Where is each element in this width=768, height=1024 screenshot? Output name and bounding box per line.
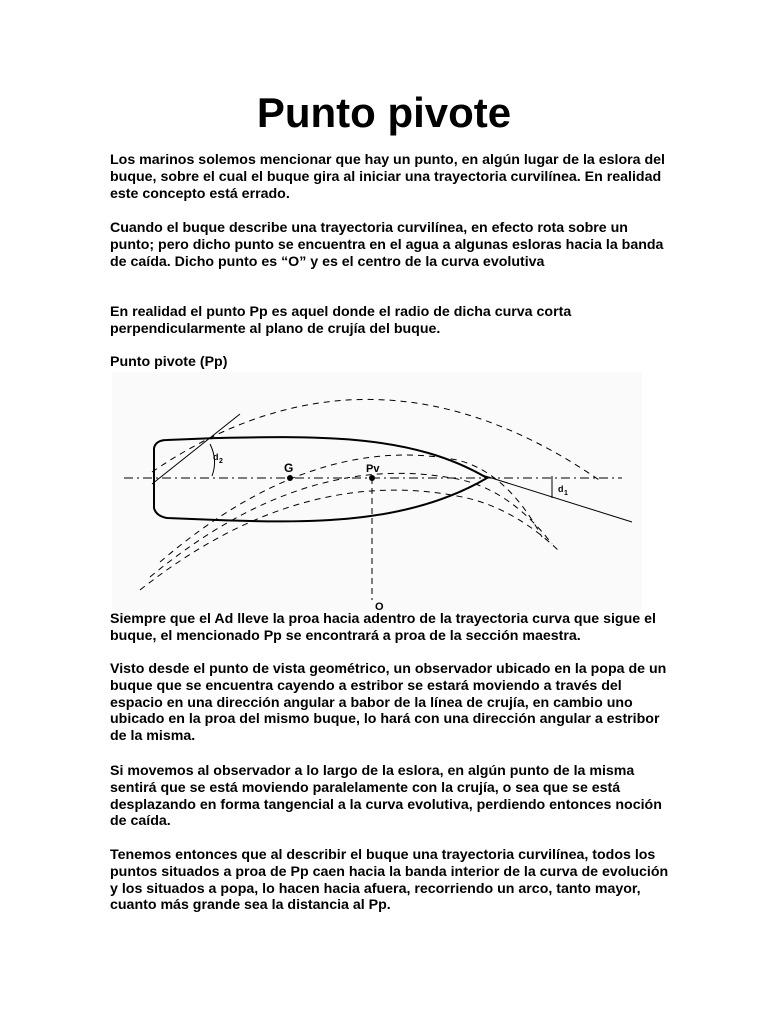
label-pv: Pv: [366, 463, 380, 475]
label-d2: d: [213, 452, 219, 462]
page-title: Punto pivote: [256, 89, 512, 136]
paragraph-6: Si movemos al observador a lo largo de la eslora, en algún punto de la misma sentirá que se está moviendo paralelamente con la crujía, o sea que se está desplazando en forma tangencial a la curva evolutiva, perdiendo entonces noción de caída.: [110, 763, 662, 830]
figure-caption: Punto pivote (Pp): [110, 354, 228, 370]
label-d1: d: [558, 484, 564, 494]
diagram-svg: [112, 372, 642, 612]
label-o: O: [375, 601, 384, 612]
pivot-point-diagram: [112, 372, 642, 612]
paragraph-1: Los marinos solemos mencionar que hay un punto, en algún lugar de la eslora del buque, sobre el cual el buque gira al iniciar una trayectoria curvilínea. En realidad este concepto está errado.: [110, 152, 666, 202]
point-g: [287, 475, 293, 481]
paragraph-7: Tenemos entonces que al describir el buque una trayectoria curvilínea, todos los puntos situados a proa de Pp caen hacia la banda interior de la curva de evolución y los situados a popa, lo hacen hacia afuera, recorriendo un arco, tanto mayor, cuanto más grande sea la distancia al Pp.: [110, 847, 669, 914]
label-g: G: [284, 461, 294, 475]
paragraph-3: En realidad el punto Pp es aquel donde el radio de dicha curva corta perpendicularmente al plano de crujía del buque.: [110, 304, 572, 337]
paragraph-4: Siempre que el Ad lleve la proa hacia adentro de la trayectoria curva que sigue el buque, el mencionado Pp se encontrará a proa de la sección maestra.: [110, 611, 656, 644]
paragraph-5: Visto desde el punto de vista geométrico, un observador ubicado en la popa de un buque que se encuentra cayendo a estribor se estará moviendo a través del espacio en una dirección angular a babor de la línea de crujía, en cambio uno ubicado en la proa del mismo buque, lo hará con una dirección angular a estribor de la misma.: [110, 661, 667, 745]
label-d1-subscript: 1: [564, 490, 568, 497]
label-d2-subscript: 2: [219, 458, 223, 465]
point-pv: [369, 475, 375, 481]
paragraph-2: Cuando el buque describe una trayectoria curvilínea, en efecto rota sobre un punto; pero dicho punto se encuentra en el agua a algunas esloras hacia la banda de caída. Dicho punto es “O” y es el centro de la curva evolutiva: [110, 220, 664, 270]
